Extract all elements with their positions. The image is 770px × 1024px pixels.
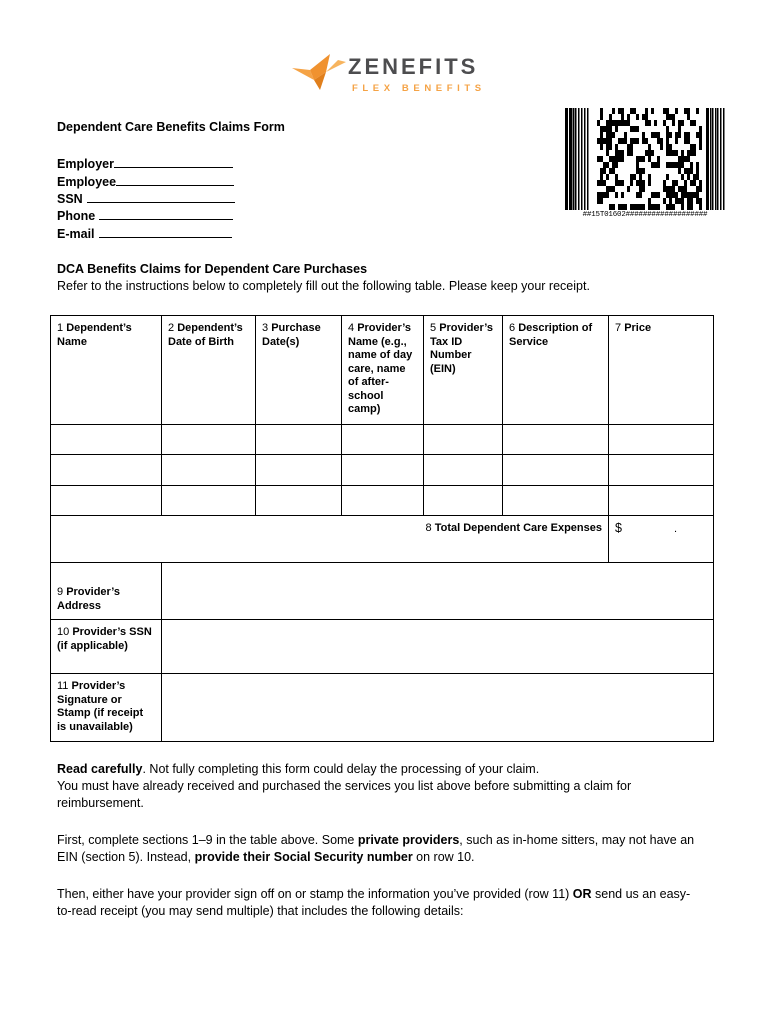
employer-field[interactable] xyxy=(57,157,233,171)
cell-input[interactable] xyxy=(256,486,342,516)
header-provider-name: 4 Provider’s Name (e.g., name of day care, name of after-school camp) xyxy=(342,316,424,425)
provider-signature-label: 11 Provider’s Signature or Stamp (if receipt is unavailable) xyxy=(51,674,162,742)
field-label: Employer xyxy=(57,157,114,171)
dca-subtitle: Refer to the instructions below to completely fill out the following table. Please keep your receipt. xyxy=(57,279,590,293)
field-label: E-mail xyxy=(57,227,95,241)
cell-input[interactable] xyxy=(342,486,424,516)
employee-line[interactable] xyxy=(116,175,234,186)
phone-line[interactable] xyxy=(99,209,233,220)
header-dependent-name: 1 Dependent’s Name xyxy=(51,316,162,425)
cell-input[interactable] xyxy=(424,486,503,516)
header-price: 7 Price xyxy=(609,316,714,425)
cell-input[interactable] xyxy=(51,486,162,516)
provider-signature-row xyxy=(51,674,714,742)
provider-signature-input[interactable] xyxy=(162,674,714,742)
cell-input[interactable] xyxy=(609,486,714,516)
cell-input[interactable] xyxy=(342,455,424,486)
phone-field[interactable] xyxy=(57,209,233,223)
logo-wordmark: ZENEFITS xyxy=(348,54,479,79)
barcode-icon xyxy=(565,108,725,210)
provider-address-label: 9 Provider’s Address xyxy=(51,563,162,620)
logo-tagline: FLEX BENEFITS xyxy=(352,83,486,94)
cell-input[interactable] xyxy=(609,455,714,486)
provider-address-row xyxy=(51,563,714,620)
cell-input[interactable] xyxy=(424,425,503,455)
form-title: Dependent Care Benefits Claims Form xyxy=(57,120,285,134)
instructions-paragraph-3: Then, either have your provider sign off on or stamp the information you’ve provided (row 11) OR send us an easy-to-read receipt (you may send multiple) that includes the following details: xyxy=(57,887,691,918)
cell-input[interactable] xyxy=(256,455,342,486)
claims-table xyxy=(50,315,714,742)
cell-input[interactable] xyxy=(51,425,162,455)
ssn-field[interactable] xyxy=(57,192,235,206)
cell-input[interactable] xyxy=(503,425,609,455)
cell-input[interactable] xyxy=(503,455,609,486)
zenefits-logo xyxy=(290,50,490,100)
field-label: Phone xyxy=(57,209,96,223)
barcode-id: ##15T01602################### xyxy=(582,211,708,219)
header-row xyxy=(51,316,714,425)
email-field[interactable] xyxy=(57,227,232,241)
total-row xyxy=(51,516,714,563)
cell-input[interactable] xyxy=(503,486,609,516)
instructions-paragraph-2: First, complete sections 1–9 in the table above. Some private providers, such as in-home sitters, may not have an EIN (section 5). Instead, provide their Social Security number on row 10. xyxy=(57,833,695,864)
provider-address-input[interactable] xyxy=(162,563,714,620)
employer-line[interactable] xyxy=(114,157,233,168)
cell-input[interactable] xyxy=(424,455,503,486)
cell-input[interactable] xyxy=(51,455,162,486)
field-label: SSN xyxy=(57,192,83,206)
total-label: 8 Total Dependent Care Expenses xyxy=(51,516,609,563)
header-dependent-dob: 2 Dependent’s Date of Birth xyxy=(162,316,256,425)
header-purchase-dates: 3 Purchase Date(s) xyxy=(256,316,342,425)
table-row[interactable] xyxy=(51,425,714,455)
provider-ssn-input[interactable] xyxy=(162,620,714,674)
total-amount[interactable]: $ . xyxy=(609,516,714,563)
cell-input[interactable] xyxy=(609,425,714,455)
cell-input[interactable] xyxy=(342,425,424,455)
table-row[interactable] xyxy=(51,486,714,516)
hummingbird-icon xyxy=(290,50,346,92)
ssn-line[interactable] xyxy=(87,192,235,203)
cell-input[interactable] xyxy=(162,425,256,455)
pdf417-barcode xyxy=(565,108,725,219)
field-label: Employee xyxy=(57,175,117,189)
provider-ssn-row xyxy=(51,620,714,674)
email-line[interactable] xyxy=(99,227,232,238)
provider-ssn-label: 10 Provider’s SSN (if applicable) xyxy=(51,620,162,674)
header-description: 6 Description of Service xyxy=(503,316,609,425)
instructions-paragraph-1: Read carefully. Not fully completing this form could delay the processing of your claim. You must have already received and purchased the services you list above before submitting a claim for reimbursement. xyxy=(57,762,632,810)
cell-input[interactable] xyxy=(256,425,342,455)
employee-field[interactable] xyxy=(57,175,234,189)
cell-input[interactable] xyxy=(162,455,256,486)
dca-title: DCA Benefits Claims for Dependent Care Purchases xyxy=(57,262,368,276)
table-row[interactable] xyxy=(51,455,714,486)
cell-input[interactable] xyxy=(162,486,256,516)
header-provider-ein: 5 Provider’s Tax ID Number (EIN) xyxy=(424,316,503,425)
